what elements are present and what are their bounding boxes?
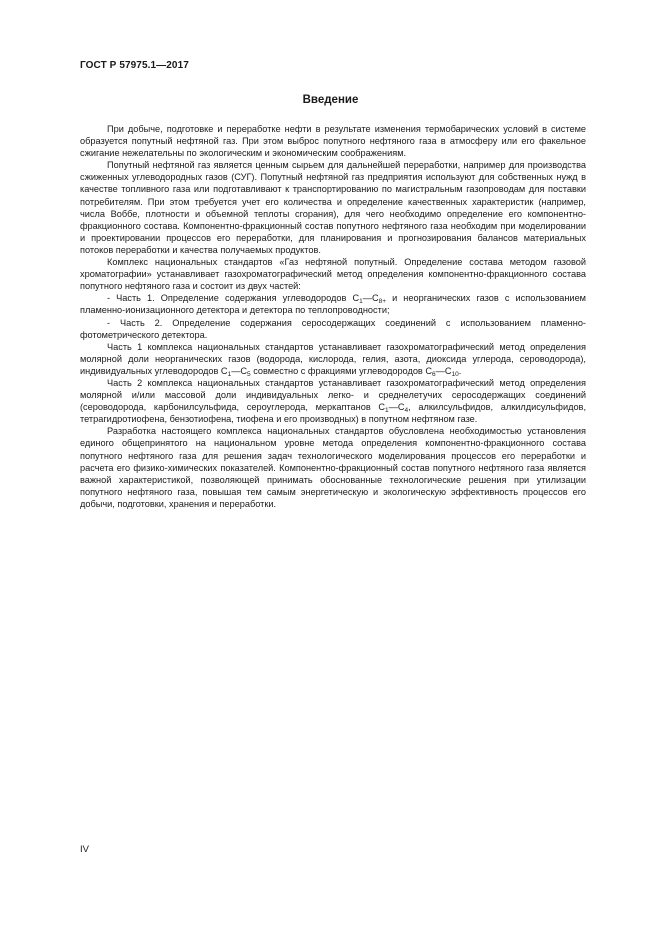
list-item-part-2: - Часть 2. Определение содержания серосодержащих соединений с использованием пламенно-фотометрического детектора. — [80, 317, 586, 340]
paragraph: Попутный нефтяной газ является ценным сырьем для дальнейшей переработки, например для производства сжиженных углеводородных газов (СУГ). Попутный нефтяной газ предприятия используют для собственных нужд в качестве топливного газа или подготавливают к транспортированию по магистральным газопроводам для поставки потребителям. При этом требуется учет его количества и определение качественных характеристик (например, числа Воббе, плотности и объемной теплоты сгорания), для чего необходимо определение его компонентно-фракционного состава. Компонентно-фракционный состав попутного нефтяного газа необходим при моделировании и проектировании процессов его переработки, для планирования и прогнозирования балансов материальных потоков переработки и качества получаемых продуктов. — [80, 160, 586, 255]
section-title: Введение — [302, 94, 359, 106]
paragraph: Часть 1 комплекса национальных стандартов устанавливает газохроматографический метод определения молярной доли неорганических газов (водорода, кислорода, гелия, азота, диоксида углерода, сероводорода), индивидуальных углеводородов $C_1—C_5$ совместно с фракциями углеводородов $C_6—C_{10}$. — [80, 341, 586, 378]
page-number: IV — [80, 844, 89, 855]
list-item-part-1: - Часть 1. Определение содержания углеводородов $C_1—C_{8+}$ и неорганических газов с использованием пламенно-ионизационного детектора и детектора по теплопроводности; — [80, 293, 586, 316]
document-code: ГОСТ Р 57975.1—2017 — [80, 60, 189, 71]
document-body — [80, 123, 586, 510]
paragraph: Разработка настоящего комплекса национальных стандартов обусловлена необходимостью установления единого общепринятого на национальном уровне метода определения компонентно-фракционного состава попутного нефтяного газа для решения задач технологического моделирования процессов его переработки и расчета его физико-химических показателей. Компонентно-фракционный состав попутного нефтяного газа является важной характеристикой, позволяющей принимать обоснованные технологические решения при утилизации попутного нефтяного газа, повышая тем самым энергетическую и экологическую эффективность процессов его добычи, подготовки, хранения и переработки. — [80, 426, 586, 509]
paragraph: Комплекс национальных стандартов «Газ нефтяной попутный. Определение состава методом газовой хроматографии» устанавливает газохроматографический метод определения компонентно-фракционного состава попутного нефтяного газа и состоит из двух частей: — [80, 257, 586, 292]
paragraph: При добыче, подготовке и переработке нефти в результате изменения термобарических условий в системе образуется попутный нефтяной газ. При этом выброс попутного нефтяного газа в атмосферу или его факельное сжигание нежелательны по экологическим и экономическим соображениям. — [80, 124, 586, 159]
paragraph: Часть 2 комплекса национальных стандартов устанавливает газохроматографический метод определения молярной и/или массовой доли индивидуальных легко- и среднелетучих серосодержащих соединений (сероводорода, карбонилсульфида, сероуглерода, меркаптанов $C_1—C_4$, алкилсульфидов, алкилдисульфидов, тетрагидротиофена, бензотиофена, тиофена и его производных) в попутном нефтяном газе. — [80, 377, 586, 425]
